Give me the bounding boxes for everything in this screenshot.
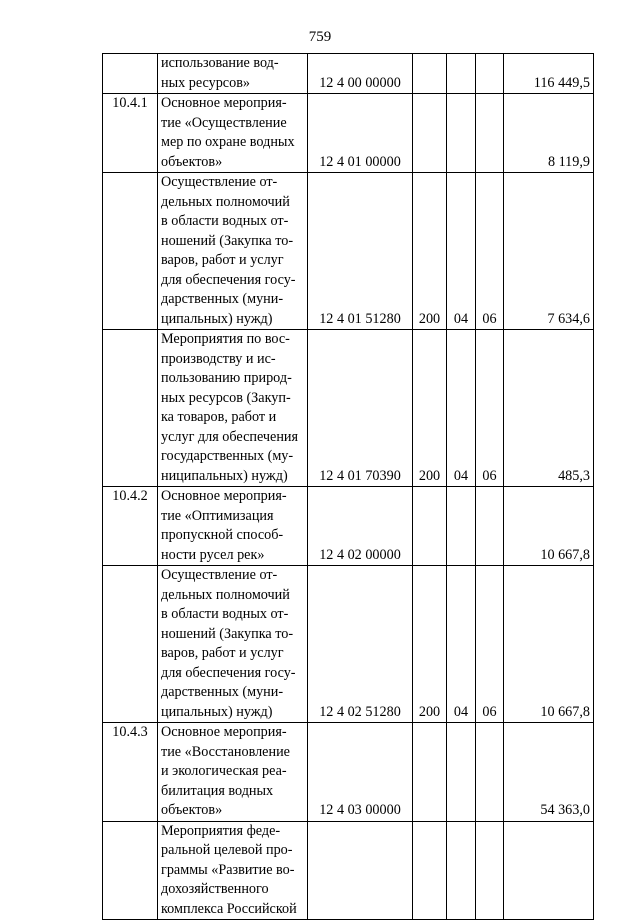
row-number: 10.4.2 (103, 487, 158, 566)
row-name-line: для обеспечения госу- (161, 271, 296, 288)
row-vr (413, 54, 447, 94)
row-name-line: ка товаров, работ и (161, 409, 277, 425)
row-name-line: ципальных) нужд) (161, 703, 273, 720)
row-name-line: варов, работ и услуг (161, 252, 284, 268)
row-code: 12 4 01 51280 (308, 173, 413, 330)
row-rz: 04 (447, 566, 476, 723)
row-name-line: производству и ис- (161, 350, 276, 367)
row-name-line: ципальных) нужд) (161, 310, 273, 327)
row-name (158, 723, 308, 822)
row-name-line: граммы «Развитие во- (161, 861, 295, 878)
row-name-line: ральной целевой про- (161, 842, 293, 858)
row-name-line: ниципальных) нужд) (161, 467, 288, 484)
row-amount: 485,3 (504, 330, 594, 487)
row-pr (476, 723, 504, 822)
row-name-line: Основное мероприя- (161, 724, 287, 740)
row-number: 10.4.1 (103, 94, 158, 173)
row-name (158, 487, 308, 566)
row-rz: 04 (447, 173, 476, 330)
row-name-line: Мероприятия феде- (161, 822, 281, 839)
row-number (103, 54, 158, 94)
row-name-line: в области водных от- (161, 213, 289, 229)
row-name (158, 330, 308, 487)
row-vr: 200 (413, 330, 447, 487)
row-name-line: тие «Восстановление (161, 743, 290, 760)
table-row (103, 723, 594, 822)
row-number: 10.4.3 (103, 723, 158, 822)
row-code: 12 4 01 70390 (308, 330, 413, 487)
table-row (103, 173, 594, 330)
row-vr: 200 (413, 566, 447, 723)
row-name (158, 54, 308, 94)
row-rz: 04 (447, 330, 476, 487)
row-name-line: и экологическая реа- (161, 763, 287, 779)
row-vr: 200 (413, 173, 447, 330)
table-row (103, 94, 594, 173)
row-name-line: использование вод- (161, 55, 279, 71)
row-name-line: пропускной способ- (161, 527, 284, 543)
row-name-line: тие «Осуществление (161, 114, 287, 131)
row-name-line: комплекса Российской (161, 900, 297, 917)
row-amount (504, 821, 594, 920)
row-number (103, 173, 158, 330)
row-rz (447, 487, 476, 566)
row-rz (447, 821, 476, 920)
row-pr: 06 (476, 330, 504, 487)
row-pr: 06 (476, 566, 504, 723)
row-amount: 10 667,8 (504, 566, 594, 723)
row-name-line: варов, работ и услуг (161, 645, 284, 661)
row-name-line: Основное мероприя- (161, 95, 287, 111)
row-amount: 116 449,5 (504, 54, 594, 94)
row-rz (447, 54, 476, 94)
row-amount: 10 667,8 (504, 487, 594, 566)
row-pr (476, 821, 504, 920)
row-name-line: дарственных (муни- (161, 291, 284, 307)
row-pr (476, 487, 504, 566)
table-row (103, 54, 594, 94)
row-name-line: тие «Оптимизация (161, 507, 274, 524)
row-amount: 7 634,6 (504, 173, 594, 330)
row-name-line: билитация водных (161, 782, 274, 799)
row-name-line: мер по охране водных (161, 134, 295, 150)
row-name-line: для обеспечения госу- (161, 664, 296, 681)
table-row (103, 566, 594, 723)
row-name-line: ношений (Закупка то- (161, 232, 294, 249)
row-rz (447, 723, 476, 822)
row-name (158, 566, 308, 723)
row-name (158, 821, 308, 920)
row-pr (476, 94, 504, 173)
table-row (103, 821, 594, 920)
row-amount: 8 119,9 (504, 94, 594, 173)
row-pr: 06 (476, 173, 504, 330)
row-code: 12 4 02 51280 (308, 566, 413, 723)
row-name-line: Основное мероприя- (161, 488, 287, 504)
row-name-line: в области водных от- (161, 606, 289, 622)
row-name-line: ности русел рек» (161, 546, 265, 563)
table-row (103, 487, 594, 566)
row-name (158, 94, 308, 173)
row-name-line: ношений (Закупка то- (161, 625, 294, 642)
row-number (103, 330, 158, 487)
row-name-line: дарственных (муни- (161, 684, 284, 700)
row-number (103, 566, 158, 723)
row-code: 12 4 03 00000 (308, 723, 413, 822)
table-row (103, 330, 594, 487)
row-name-line: услуг для обеспечения (161, 428, 299, 445)
row-name-line: объектов» (161, 802, 223, 818)
row-name-line: государственных (му- (161, 448, 294, 464)
row-code: 12 4 01 00000 (308, 94, 413, 173)
row-name (158, 173, 308, 330)
row-vr (413, 487, 447, 566)
row-rz (447, 94, 476, 173)
row-name-line: ных ресурсов (Закуп- (161, 389, 291, 406)
row-vr (413, 723, 447, 822)
row-name-line: ных ресурсов» (161, 74, 250, 91)
row-name-line: Мероприятия по вос- (161, 331, 290, 347)
table-body (103, 54, 594, 920)
row-pr (476, 54, 504, 94)
row-name-line: дельных полномочий (161, 586, 290, 603)
row-number (103, 821, 158, 920)
row-code (308, 821, 413, 920)
budget-table (102, 53, 594, 920)
row-name-line: пользованию природ- (161, 370, 292, 386)
row-code: 12 4 00 00000 (308, 54, 413, 94)
row-name-line: объектов» (161, 153, 223, 170)
row-amount: 54 363,0 (504, 723, 594, 822)
row-code: 12 4 02 00000 (308, 487, 413, 566)
row-name-line: дохозяйственного (161, 881, 269, 897)
row-vr (413, 94, 447, 173)
row-name-line: Осуществление от- (161, 567, 278, 583)
row-vr (413, 821, 447, 920)
row-name-line: Осуществление от- (161, 174, 278, 190)
row-name-line: дельных полномочий (161, 193, 290, 210)
page-number: 759 (308, 29, 332, 45)
